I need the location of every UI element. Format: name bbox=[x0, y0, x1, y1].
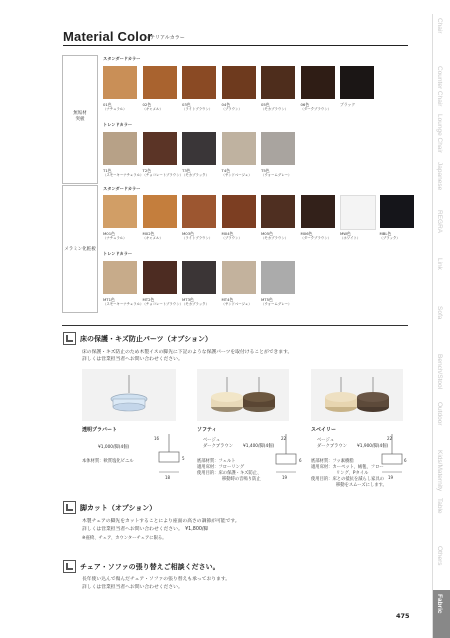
product-2-dim-height: 22 bbox=[281, 436, 287, 441]
swatch-code: ブラック bbox=[340, 102, 356, 107]
label-standard-1: スタンダードカラー bbox=[103, 56, 141, 61]
cut-text-1: 木製チェアの脚先をカットすることにより座面の高さの調節が可能です。 bbox=[82, 519, 240, 524]
color-swatch bbox=[103, 132, 137, 165]
swatch-code: M02色 bbox=[142, 231, 155, 236]
product-2-sub2: ダークブラウン bbox=[203, 444, 234, 449]
page-subtitle: マテリアルカラー bbox=[145, 35, 185, 41]
swatch-name: （ブラウン） bbox=[221, 107, 242, 111]
cut-title: 脚カット（オプション） bbox=[80, 504, 157, 512]
sidenav-item-label: Fabric bbox=[436, 594, 443, 614]
swatch-code: M05色 bbox=[261, 231, 273, 236]
label-trend-1: トレンドカラー bbox=[103, 122, 133, 127]
swatch-code: 04色 bbox=[221, 102, 231, 107]
group-melamine bbox=[62, 185, 98, 313]
product-2-desc-4: 移動時の音鳴り防止 bbox=[222, 477, 261, 482]
sidenav-item[interactable] bbox=[432, 302, 450, 350]
swatch-code: MBL色 bbox=[379, 231, 392, 236]
swatch-name: （スモーキーナチュラル） bbox=[103, 302, 144, 306]
color-swatch bbox=[182, 261, 216, 294]
floor-text-1: 床の保護・キズ防止のため木製イスの脚先に下記のような保護パーツを取付けることができます。 bbox=[82, 350, 293, 355]
product-photo-1 bbox=[82, 369, 176, 421]
swatch-code: MT2色 bbox=[142, 297, 155, 302]
swatch-name: （ライトブラウン） bbox=[182, 107, 213, 111]
swatch-name: （サンドベージュ） bbox=[221, 173, 252, 177]
color-swatch bbox=[380, 195, 414, 228]
sidenav-item[interactable] bbox=[432, 110, 450, 158]
color-swatch bbox=[340, 195, 376, 230]
swatch-code: 06色 bbox=[300, 102, 310, 107]
divider bbox=[62, 325, 408, 326]
sidenav-item-label: Japanese bbox=[436, 162, 443, 191]
color-swatch bbox=[103, 195, 137, 228]
sidenav-item-label: Outdoor bbox=[436, 402, 443, 426]
sidenav-item-label: Bench/Stool bbox=[436, 354, 443, 390]
color-swatch bbox=[143, 195, 177, 228]
suberry-illustration bbox=[311, 369, 403, 421]
sidenav-item-label: Lounge Chair bbox=[436, 114, 443, 154]
sidenav-item[interactable] bbox=[432, 206, 450, 254]
sidenav-item-label: Others bbox=[436, 546, 443, 566]
sidenav-item[interactable] bbox=[432, 590, 450, 638]
swatch-code: T3色 bbox=[182, 168, 191, 173]
color-swatch bbox=[301, 195, 335, 228]
product-1-dim-height: 16 bbox=[154, 436, 160, 441]
clear-glide-illustration bbox=[82, 369, 176, 421]
cut-section-icon bbox=[63, 501, 76, 514]
swatch-code: 02色 bbox=[142, 102, 152, 107]
swatch-name: （ウォームグレー） bbox=[261, 302, 292, 306]
sidenav-item[interactable] bbox=[432, 158, 450, 206]
product-3-price: ¥1,900/脚(4個) bbox=[357, 444, 389, 449]
fabric-title: チェア・ソファの張り替えご相談ください。 bbox=[80, 563, 220, 571]
swatch-code: 05色 bbox=[261, 102, 270, 107]
category-sidenav bbox=[432, 14, 450, 638]
product-2-desc-2: 適用床材：フローリング bbox=[197, 465, 245, 470]
cut-text-3: ※座椅、チェア、カウンターチェアに限る。 bbox=[82, 536, 167, 541]
product-2-desc-1: 底部材質：フェルト bbox=[197, 459, 236, 464]
product-2-diagram bbox=[268, 432, 308, 482]
cut-text-2: 詳しくは営業担当者へお問い合わせください。 ¥1,800/脚 bbox=[82, 527, 209, 532]
product-1-diagram bbox=[148, 432, 190, 482]
swatch-code: MT1色 bbox=[103, 297, 115, 302]
product-1-price: ¥1,000/脚(4個) bbox=[98, 445, 130, 450]
swatch-name: （ブラック） bbox=[379, 236, 400, 240]
product-1-dim-side: 5 bbox=[182, 456, 185, 461]
sidenav-item-label: Chair bbox=[436, 18, 443, 34]
product-3-desc-3: リング、Pタイル bbox=[336, 471, 369, 476]
product-3-desc-5: 移動をスムーズにします。 bbox=[336, 483, 387, 488]
swatch-name: （モカブラック） bbox=[182, 173, 210, 177]
color-swatch bbox=[261, 132, 295, 165]
color-swatch bbox=[143, 132, 177, 165]
sidenav-item[interactable] bbox=[432, 542, 450, 590]
sidenav-item-label: Counter Chair bbox=[436, 66, 443, 107]
product-2-dim-side: 6 bbox=[299, 458, 302, 463]
product-3-desc-4: 使用目的：床との抵抗を減らし家具の bbox=[311, 477, 385, 482]
sidenav-item[interactable] bbox=[432, 62, 450, 110]
sidenav-item-label: Table bbox=[436, 498, 443, 514]
color-swatch bbox=[143, 66, 177, 99]
color-swatch bbox=[261, 261, 295, 294]
swatch-code: MW色 bbox=[340, 231, 351, 236]
swatch-name: （スモーキーナチュラル） bbox=[103, 173, 144, 177]
swatch-code: MT4色 bbox=[221, 297, 234, 302]
color-swatch bbox=[182, 132, 216, 165]
label-standard-2: スタンダードカラー bbox=[103, 186, 141, 191]
swatch-name: （ホワイト） bbox=[340, 236, 361, 240]
title-rule bbox=[63, 45, 408, 46]
swatch-name: （チョコレートブラウン） bbox=[142, 173, 183, 177]
swatch-name: （キャメル） bbox=[142, 236, 163, 240]
group-solid-wood-label: 無垢材 突板 bbox=[73, 111, 87, 122]
color-swatch bbox=[103, 66, 137, 99]
product-2-desc-3: 使用目的：床の保護・キズ防止、 bbox=[197, 471, 262, 476]
color-swatch bbox=[182, 66, 216, 99]
product-photo-3 bbox=[311, 369, 403, 421]
product-3-dim-height: 22 bbox=[387, 436, 393, 441]
product-2-name: ソフティ bbox=[197, 427, 217, 433]
color-swatch bbox=[103, 261, 137, 294]
product-1-desc: 本体材質：軟質塩化ビニル bbox=[82, 459, 134, 464]
product-3-dim-width: 19 bbox=[388, 475, 394, 480]
page-number: 475 bbox=[396, 612, 410, 620]
page-title: Material Color bbox=[63, 29, 153, 44]
color-swatch bbox=[301, 66, 335, 99]
swatch-code: M04色 bbox=[221, 231, 234, 236]
floor-title: 床の保護・キズ防止パーツ（オプション） bbox=[80, 335, 212, 343]
swatch-name: （ブラウン） bbox=[221, 236, 242, 240]
sidenav-item[interactable] bbox=[432, 14, 450, 62]
sidenav-item-label: REGRA bbox=[436, 210, 443, 234]
swatch-code: 03色 bbox=[182, 102, 191, 107]
sidenav-item[interactable] bbox=[432, 350, 450, 398]
sidenav-item[interactable] bbox=[432, 494, 450, 542]
swatch-code: T4色 bbox=[221, 168, 231, 173]
swatch-code: M03色 bbox=[182, 231, 194, 236]
swatch-name: （ダークブラウン） bbox=[300, 107, 332, 111]
sidenav-item-label: Kids/Maternity bbox=[436, 450, 443, 492]
product-3-desc-2: 適用床材：カーペット、絨毯、フロー bbox=[311, 465, 384, 470]
product-1-dim-width: 18 bbox=[165, 475, 171, 480]
color-swatch bbox=[222, 195, 256, 228]
color-swatch bbox=[182, 195, 216, 228]
product-2-sub1: ベージュ bbox=[203, 438, 221, 443]
floor-text-2: 詳しくは営業担当者へお問い合わせください。 bbox=[82, 357, 183, 362]
sidenav-item[interactable] bbox=[432, 446, 450, 494]
swatch-name: （キャメル） bbox=[142, 107, 163, 111]
swatch-code: MT5色 bbox=[261, 297, 273, 302]
label-trend-2: トレンドカラー bbox=[103, 251, 133, 256]
product-3-desc-1: 底部材質：フッ素樹脂 bbox=[311, 459, 354, 464]
swatch-name: （サンドベージュ） bbox=[221, 302, 252, 306]
color-swatch bbox=[222, 261, 256, 294]
color-swatch bbox=[261, 195, 295, 228]
swatch-name: （モカブラック） bbox=[182, 302, 210, 306]
swatch-code: MT3色 bbox=[182, 297, 194, 302]
product-3-diagram bbox=[378, 432, 410, 482]
group-solid-wood bbox=[62, 55, 98, 184]
swatch-name: （ナチュラル） bbox=[103, 107, 127, 111]
sidenav-item[interactable] bbox=[432, 254, 450, 302]
swatch-code: M01色 bbox=[103, 231, 115, 236]
swatch-name: （ナチュラル） bbox=[103, 236, 127, 240]
swatch-code: T1色 bbox=[103, 168, 112, 173]
product-2-price: ¥1,400/脚(4個) bbox=[243, 444, 275, 449]
swatch-name: （チョコレートブラウン） bbox=[142, 302, 183, 306]
swatch-name: （モカブラウン） bbox=[261, 107, 289, 111]
color-swatch bbox=[143, 261, 177, 294]
swatch-code: M06色 bbox=[300, 231, 313, 236]
product-photo-2 bbox=[197, 369, 289, 421]
swatch-name: （ライトブラウン） bbox=[182, 236, 213, 240]
swatch-name: （ウォームグレー） bbox=[261, 173, 292, 177]
floor-section-icon bbox=[63, 332, 76, 345]
group-melamine-label: メラミン化粧板 bbox=[64, 247, 96, 252]
product-3-sub1: ベージュ bbox=[317, 438, 335, 443]
swatch-name: （ダークブラウン） bbox=[300, 236, 332, 240]
fabric-text-1: 長年使い込んで傷んだチェア・ソファの張り替えも承っております。 bbox=[82, 577, 231, 582]
color-swatch bbox=[340, 66, 374, 99]
swatch-code: T5色 bbox=[261, 168, 270, 173]
color-swatch bbox=[261, 66, 295, 99]
swatch-name: （モカブラウン） bbox=[261, 236, 289, 240]
sidenav-item-label: Sofa bbox=[436, 306, 443, 320]
swatch-code: 01色 bbox=[103, 102, 112, 107]
color-swatch bbox=[222, 66, 256, 99]
product-2-dim-width: 19 bbox=[282, 475, 288, 480]
fabric-text-2: 詳しくは営業担当者へお問い合わせください。 bbox=[82, 585, 183, 590]
sidenav-item-label: Link bbox=[436, 258, 443, 270]
softy-illustration bbox=[197, 369, 289, 421]
color-swatch bbox=[222, 132, 256, 165]
product-3-sub2: ダークブラウン bbox=[317, 444, 348, 449]
product-1-name: 透明プラバート bbox=[82, 427, 118, 433]
product-3-dim-side: 6 bbox=[404, 458, 407, 463]
swatch-code: T2色 bbox=[142, 168, 152, 173]
fabric-section-icon bbox=[63, 560, 76, 573]
sidenav-item[interactable] bbox=[432, 398, 450, 446]
product-3-name: スベイリー bbox=[311, 427, 337, 433]
